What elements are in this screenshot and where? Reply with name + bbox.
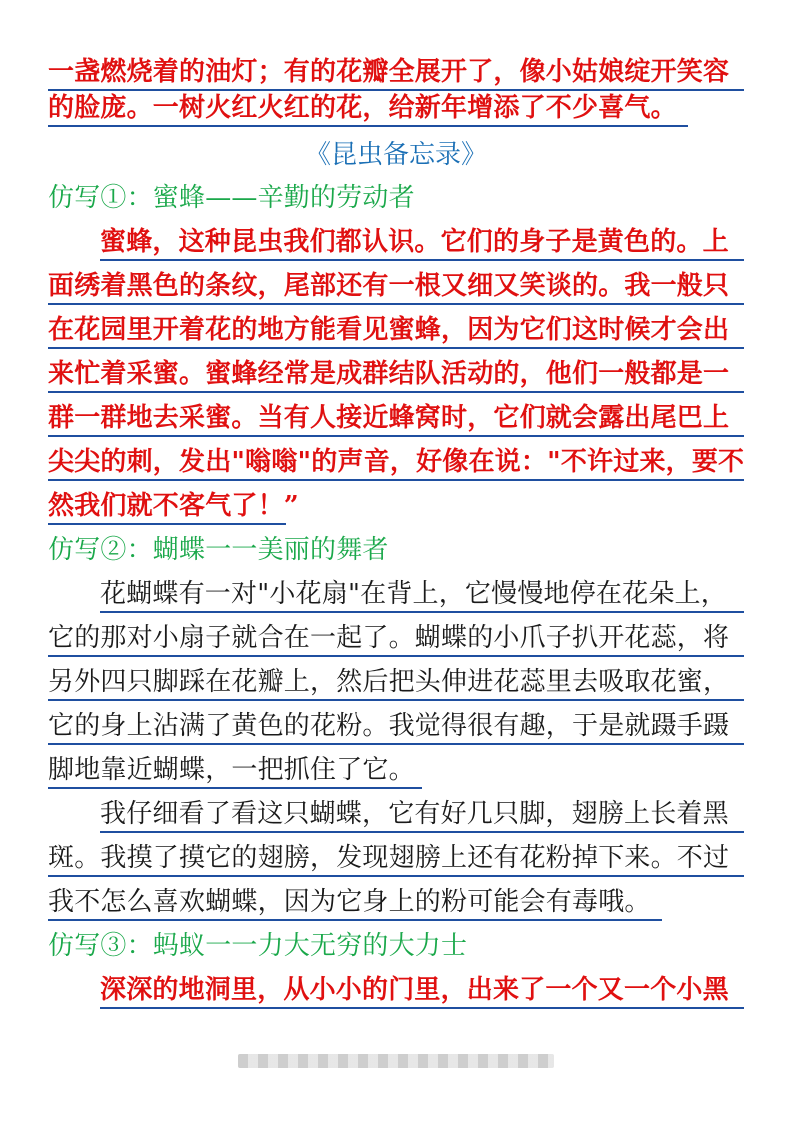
butterfly-line-5: 脚地靠近蝴蝶，一把抓住了它。 bbox=[48, 755, 415, 785]
underline bbox=[48, 699, 744, 701]
butterfly-line-4: 它的身上沾满了黄色的花粉。我觉得很有趣，于是就蹑手蹑 bbox=[48, 711, 730, 741]
underline bbox=[48, 303, 744, 305]
bee-line-2: 面绣着黑色的条纹，尾部还有一根又细又笑谈的。我一般只 bbox=[48, 271, 730, 301]
underline bbox=[48, 391, 744, 393]
bee-line-1: 蜜蜂，这种昆虫我们都认识。它们的身子是黄色的。上 bbox=[100, 227, 729, 257]
underline bbox=[48, 89, 744, 91]
butterfly-line-1: 花蝴蝶有一对"小花扇"在背上，它慢慢地停在花朵上， bbox=[100, 579, 727, 609]
underline bbox=[100, 831, 744, 833]
underline bbox=[48, 875, 744, 877]
intro-line-1: 一盏燃烧着的油灯；有的花瓣全展开了，像小姑娘绽开笑容 bbox=[48, 57, 730, 87]
heading-bee: 仿写①：蜜蜂——辛勤的劳动者 bbox=[48, 183, 415, 213]
section-title: 《昆虫备忘录》 bbox=[304, 140, 487, 170]
intro-line-2: 的脸庞。一树火红火红的花，给新年增添了不少喜气。 bbox=[48, 93, 677, 123]
heading-ant: 仿写③：蚂蚁一一力大无穷的大力士 bbox=[48, 931, 468, 961]
underline bbox=[48, 919, 662, 921]
butterfly-line-3: 另外四只脚踩在花瓣上，然后把头伸进花蕊里去吸取花蜜， bbox=[48, 667, 730, 697]
underline bbox=[48, 787, 422, 789]
underline bbox=[48, 479, 744, 481]
blurred-banner bbox=[238, 1054, 554, 1068]
underline bbox=[48, 743, 744, 745]
bee-line-7: 然我们就不客气了！” bbox=[48, 491, 299, 521]
bee-line-4: 来忙着采蜜。蜜蜂经常是成群结队活动的，他们一般都是一 bbox=[48, 359, 730, 389]
underline bbox=[48, 347, 744, 349]
butterfly-line-8: 我不怎么喜欢蝴蝶，因为它身上的粉可能会有毒哦。 bbox=[48, 887, 651, 917]
butterfly-line-2: 它的那对小扇子就合在一起了。蝴蝶的小爪子扒开花蕊，将 bbox=[48, 623, 730, 653]
bee-line-6: 尖尖的刺，发出"嗡嗡"的声音，好像在说："不许过来，要不 bbox=[48, 447, 745, 477]
underline bbox=[48, 125, 688, 127]
underline bbox=[48, 523, 286, 525]
butterfly-line-7: 斑。我摸了摸它的翅膀，发现翅膀上还有花粉掉下来。不过 bbox=[48, 843, 730, 873]
heading-butterfly: 仿写②：蝴蝶一一美丽的舞者 bbox=[48, 535, 389, 565]
bee-line-3: 在花园里开着花的地方能看见蜜蜂，因为它们这时候才会出 bbox=[48, 315, 730, 345]
underline bbox=[48, 435, 744, 437]
underline bbox=[100, 259, 744, 261]
page-cutoff-fade bbox=[0, 1018, 792, 1058]
underline bbox=[48, 655, 744, 657]
underline bbox=[100, 1007, 744, 1009]
butterfly-line-6: 我仔细看了看这只蝴蝶，它有好几只脚，翅膀上长着黑 bbox=[100, 799, 729, 829]
bee-line-5: 群一群地去采蜜。当有人接近蜂窝时，它们就会露出尾巴上 bbox=[48, 403, 730, 433]
underline bbox=[100, 611, 744, 613]
ant-line-1: 深深的地洞里，从小小的门里，出来了一个又一个小黑 bbox=[100, 975, 729, 1005]
